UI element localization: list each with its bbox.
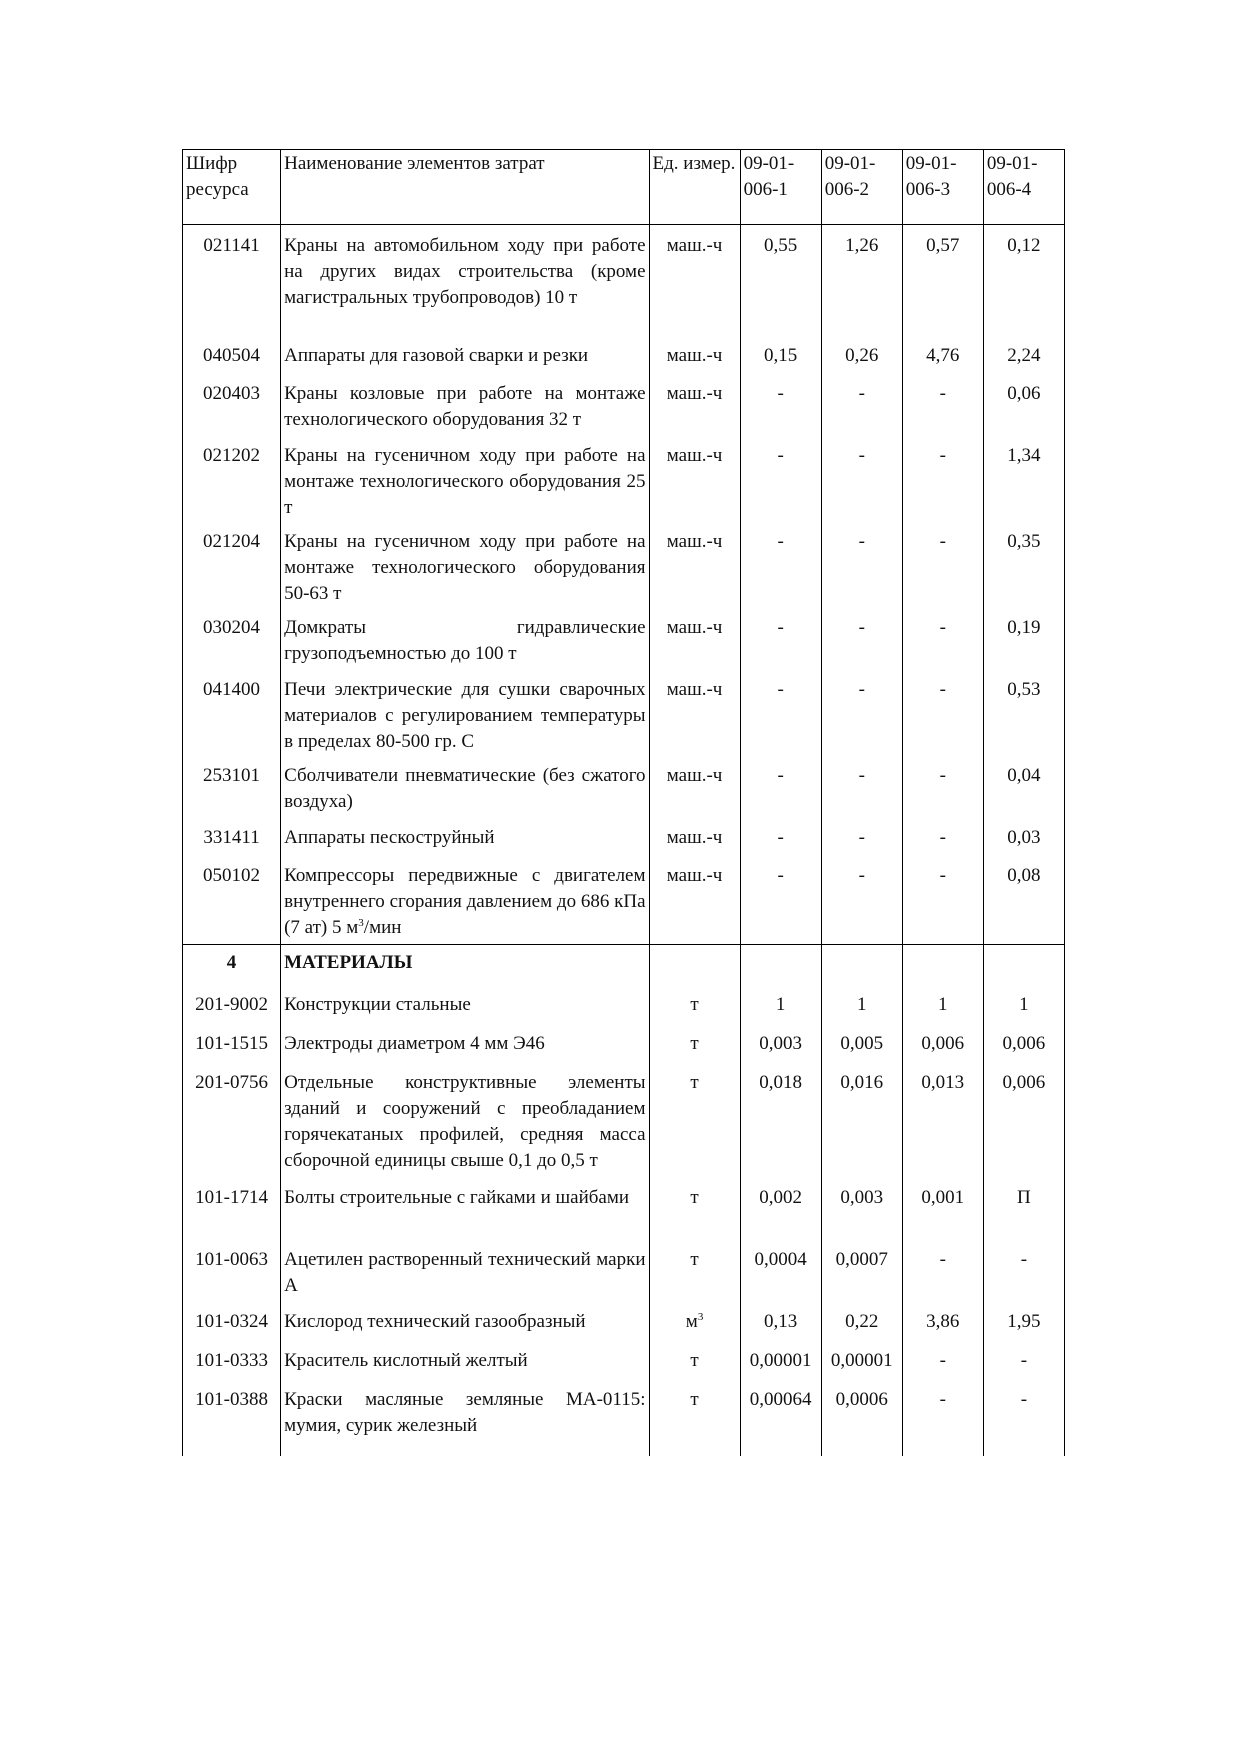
- spacer-cell: [649, 1444, 740, 1456]
- norm-value: -: [902, 438, 983, 524]
- unit-of-measure: маш.-ч: [649, 225, 740, 339]
- norm-value: -: [821, 524, 902, 610]
- spacer-cell: [983, 1444, 1064, 1456]
- header-name: Наименование элементов затрат: [281, 150, 649, 225]
- norm-value: 1: [821, 987, 902, 1026]
- unit-of-measure: маш.-ч: [649, 858, 740, 945]
- unit-of-measure: маш.-ч: [649, 758, 740, 820]
- norm-value: 0,12: [983, 225, 1064, 339]
- norm-value: 0,00001: [821, 1343, 902, 1382]
- unit-of-measure: т: [649, 1180, 740, 1242]
- resource-name: Отдельные конструктивные элементы зданий и сооружений с преобладанием горячекатаных профилей, средняя масса сборочной единицы свыше 0,1 до 0,5 т: [281, 1065, 649, 1180]
- resource-code: 101-0063: [183, 1242, 281, 1304]
- unit-of-measure: т: [649, 1242, 740, 1304]
- norm-value: 0,15: [740, 338, 821, 376]
- norm-value: -: [821, 758, 902, 820]
- norm-value: 0,22: [821, 1304, 902, 1343]
- resource-code: 201-9002: [183, 987, 281, 1026]
- resource-name: Аппараты пескоструйный: [281, 820, 649, 858]
- unit-of-measure: маш.-ч: [649, 438, 740, 524]
- unit-of-measure: т: [649, 987, 740, 1026]
- resource-name: Кислород технический газообразный: [281, 1304, 649, 1343]
- empty-cell: [740, 945, 821, 988]
- norm-value: 0,35: [983, 524, 1064, 610]
- table-row: [183, 758, 1065, 820]
- norm-value: 0,55: [740, 225, 821, 339]
- section-number: 4: [183, 945, 281, 988]
- norm-value: -: [902, 1242, 983, 1304]
- unit-of-measure: маш.-ч: [649, 338, 740, 376]
- norm-value: 0,0004: [740, 1242, 821, 1304]
- spacer-cell: [902, 1444, 983, 1456]
- norm-value: -: [740, 758, 821, 820]
- norm-value: 3,86: [902, 1304, 983, 1343]
- norm-value: 1: [983, 987, 1064, 1026]
- spacer-cell: [821, 1444, 902, 1456]
- resource-name: Болты строительные с гайками и шайбами: [281, 1180, 649, 1242]
- norm-value: 2,24: [983, 338, 1064, 376]
- table-row: [183, 524, 1065, 610]
- norm-value: -: [902, 1343, 983, 1382]
- unit-of-measure: [649, 1304, 740, 1343]
- norm-value: -: [902, 858, 983, 945]
- table-row: [183, 1343, 1065, 1382]
- header-norm-1: 09-01-006-1: [740, 150, 821, 225]
- spacer-cell: [183, 1444, 281, 1456]
- norm-value: П: [983, 1180, 1064, 1242]
- norm-value: -: [821, 438, 902, 524]
- norm-value: 0,002: [740, 1180, 821, 1242]
- resource-code: 101-1515: [183, 1026, 281, 1065]
- table-row: [183, 858, 1065, 945]
- norm-value: 0,001: [902, 1180, 983, 1242]
- table-row: [183, 376, 1065, 438]
- spacer-cell: [740, 1444, 821, 1456]
- resource-name: Конструкции стальные: [281, 987, 649, 1026]
- norm-value: -: [983, 1382, 1064, 1444]
- norms-table-sheet: [182, 149, 1065, 1456]
- resource-name: Краски масляные земляные МА-0115: мумия, сурик железный: [281, 1382, 649, 1444]
- resource-code: 101-0324: [183, 1304, 281, 1343]
- table-row: [183, 225, 1065, 339]
- unit-of-measure: маш.-ч: [649, 672, 740, 758]
- norm-value: 0,06: [983, 376, 1064, 438]
- resource-name: Сболчиватели пневматические (без сжатого воздуха): [281, 758, 649, 820]
- resource-name: Домкраты гидравлические грузоподъемностью до 100 т: [281, 610, 649, 672]
- norm-value: 0,0006: [821, 1382, 902, 1444]
- header-norm-2: 09-01-006-2: [821, 150, 902, 225]
- norm-value: -: [902, 1382, 983, 1444]
- resource-code: 021204: [183, 524, 281, 610]
- resource-code: 041400: [183, 672, 281, 758]
- unit-of-measure: маш.-ч: [649, 610, 740, 672]
- header-norm-3: 09-01-006-3: [902, 150, 983, 225]
- table-tail-spacer: [183, 1444, 1065, 1456]
- empty-cell: [649, 945, 740, 988]
- norm-value: 0,013: [902, 1065, 983, 1180]
- empty-cell: [821, 945, 902, 988]
- norm-value: -: [902, 758, 983, 820]
- norm-value: 0,13: [740, 1304, 821, 1343]
- unit-of-measure: т: [649, 1065, 740, 1180]
- norm-value: -: [740, 438, 821, 524]
- norm-value: -: [740, 858, 821, 945]
- norm-value: -: [902, 820, 983, 858]
- resource-name: Электроды диаметром 4 мм Э46: [281, 1026, 649, 1065]
- unit-text: м: [685, 1311, 698, 1332]
- norm-value: 0,00001: [740, 1343, 821, 1382]
- table-row: [183, 820, 1065, 858]
- norm-value: 0,003: [740, 1026, 821, 1065]
- norm-value: -: [740, 672, 821, 758]
- header-unit: Ед. измер.: [649, 150, 740, 225]
- table-row: [183, 338, 1065, 376]
- resource-code: 030204: [183, 610, 281, 672]
- norm-value: 0,0007: [821, 1242, 902, 1304]
- resource-name: Краситель кислотный желтый: [281, 1343, 649, 1382]
- unit-of-measure: т: [649, 1343, 740, 1382]
- resource-code: 020403: [183, 376, 281, 438]
- resource-code: 021202: [183, 438, 281, 524]
- resource-code: 253101: [183, 758, 281, 820]
- table-row: [183, 610, 1065, 672]
- unit-of-measure: маш.-ч: [649, 820, 740, 858]
- norm-value: 1,26: [821, 225, 902, 339]
- norm-value: 0,26: [821, 338, 902, 376]
- resource-name-text: Компрессоры передвижные с двигателем внутреннего сгорания давлением до 686 кПа (7 ат) 5 м: [284, 865, 646, 938]
- norm-value: 0,006: [983, 1065, 1064, 1180]
- empty-cell: [983, 945, 1064, 988]
- norm-value: -: [821, 672, 902, 758]
- resource-norms-table: [182, 149, 1065, 1456]
- resource-code: 101-1714: [183, 1180, 281, 1242]
- resource-name: Аппараты для газовой сварки и резки: [281, 338, 649, 376]
- norm-value: 1: [902, 987, 983, 1026]
- unit-of-measure: т: [649, 1382, 740, 1444]
- resource-code: 101-0388: [183, 1382, 281, 1444]
- resource-name: [281, 858, 649, 945]
- section-title: МАТЕРИАЛЫ: [281, 945, 649, 988]
- resource-code: 021141: [183, 225, 281, 339]
- norm-value: 0,19: [983, 610, 1064, 672]
- norm-value: -: [821, 610, 902, 672]
- norm-value: -: [821, 376, 902, 438]
- resource-name: Краны козловые при работе на монтаже технологического оборудования 32 т: [281, 376, 649, 438]
- resource-code: 040504: [183, 338, 281, 376]
- norm-value: 0,04: [983, 758, 1064, 820]
- norm-value: -: [902, 672, 983, 758]
- norm-value: -: [740, 820, 821, 858]
- norm-value: 1,95: [983, 1304, 1064, 1343]
- unit-of-measure: маш.-ч: [649, 376, 740, 438]
- table-row: [183, 672, 1065, 758]
- resource-name-sup: 3: [358, 917, 364, 929]
- resource-code: 101-0333: [183, 1343, 281, 1382]
- norm-value: -: [902, 376, 983, 438]
- resource-name: Ацетилен растворенный технический марки А: [281, 1242, 649, 1304]
- norm-value: 0,006: [902, 1026, 983, 1065]
- norm-value: 0,00064: [740, 1382, 821, 1444]
- unit-of-measure: т: [649, 1026, 740, 1065]
- norm-value: -: [740, 376, 821, 438]
- norm-value: -: [821, 820, 902, 858]
- unit-sup: 3: [697, 1311, 704, 1323]
- spacer-cell: [281, 1444, 649, 1456]
- resource-name-tail: /мин: [363, 917, 402, 938]
- resource-name: Печи электрические для сушки сварочных материалов с регулированием температуры в пределах 80-500 гр. С: [281, 672, 649, 758]
- resource-code: 050102: [183, 858, 281, 945]
- section-row-materials: [183, 945, 1065, 988]
- table-row: [183, 1180, 1065, 1242]
- norm-value: -: [821, 858, 902, 945]
- norm-value: -: [902, 524, 983, 610]
- table-row: [183, 1304, 1065, 1343]
- resource-name: Краны на гусеничном ходу при работе на монтаже технологического оборудования 25 т: [281, 438, 649, 524]
- unit-of-measure: маш.-ч: [649, 524, 740, 610]
- norm-value: 1: [740, 987, 821, 1026]
- norm-value: 0,03: [983, 820, 1064, 858]
- table-row: [183, 1242, 1065, 1304]
- table-row: [183, 1382, 1065, 1444]
- empty-cell: [902, 945, 983, 988]
- norm-value: 0,018: [740, 1065, 821, 1180]
- norm-value: 0,53: [983, 672, 1064, 758]
- header-code: Шифр ресурса: [183, 150, 281, 225]
- norm-value: 0,003: [821, 1180, 902, 1242]
- norm-value: 4,76: [902, 338, 983, 376]
- table-row: [183, 438, 1065, 524]
- norm-value: 0,016: [821, 1065, 902, 1180]
- norm-value: -: [902, 610, 983, 672]
- table-row: [183, 1026, 1065, 1065]
- header-norm-4: 09-01-006-4: [983, 150, 1064, 225]
- norm-value: 0,006: [983, 1026, 1064, 1065]
- resource-code: 201-0756: [183, 1065, 281, 1180]
- resource-name: Краны на гусеничном ходу при работе на монтаже технологического оборудования 50-63 т: [281, 524, 649, 610]
- norm-value: -: [740, 610, 821, 672]
- norm-value: 0,57: [902, 225, 983, 339]
- table-row: [183, 987, 1065, 1026]
- resource-name: Краны на автомобильном ходу при работе на других видах строительства (кроме магистральных трубопроводов) 10 т: [281, 225, 649, 339]
- norm-value: -: [740, 524, 821, 610]
- resource-code: 331411: [183, 820, 281, 858]
- table-row: [183, 1065, 1065, 1180]
- norm-value: -: [983, 1242, 1064, 1304]
- norm-value: 0,08: [983, 858, 1064, 945]
- norm-value: 1,34: [983, 438, 1064, 524]
- table-header-row: [183, 150, 1065, 225]
- norm-value: -: [983, 1343, 1064, 1382]
- norm-value: 0,005: [821, 1026, 902, 1065]
